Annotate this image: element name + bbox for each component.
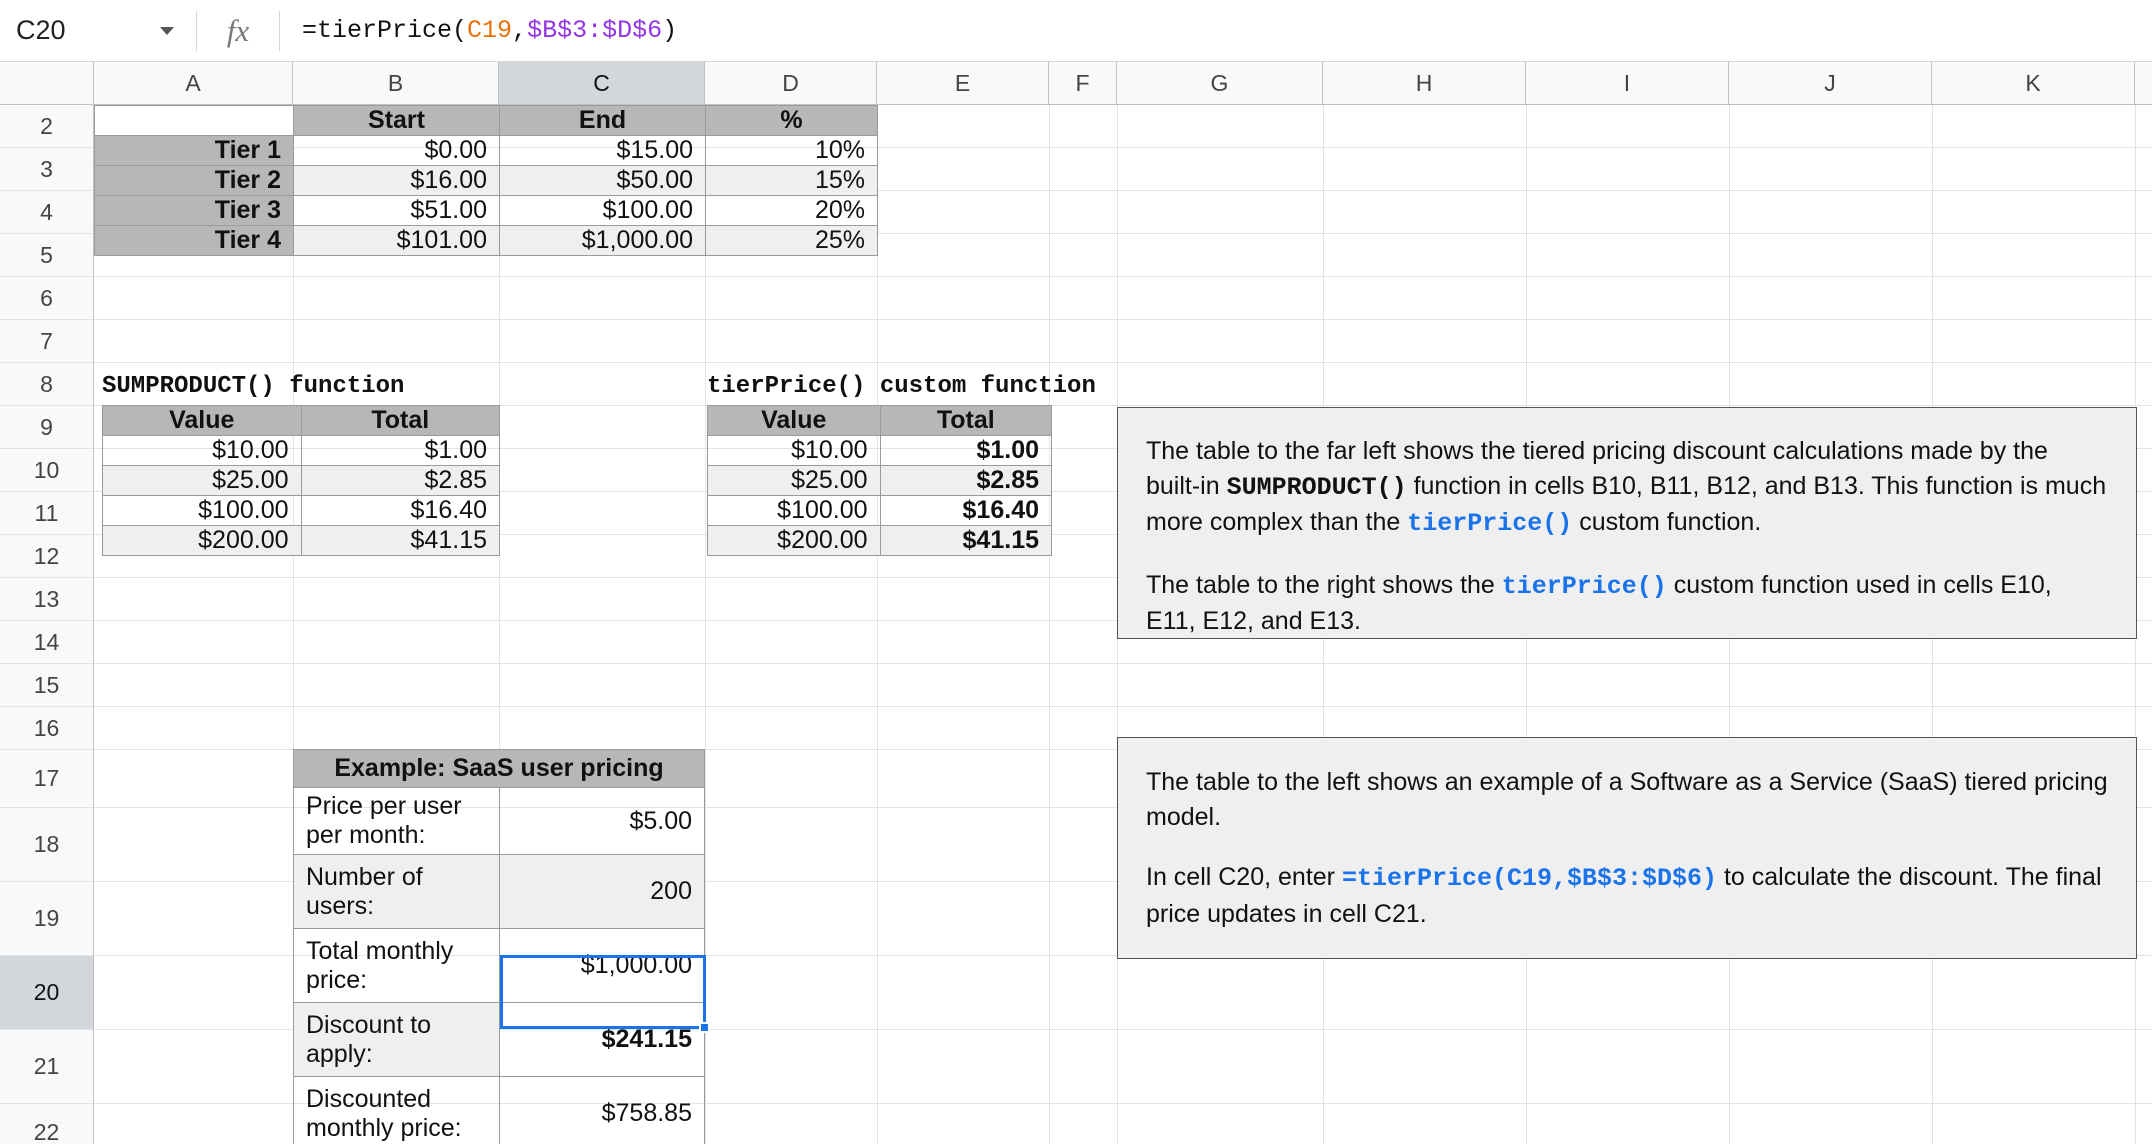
spreadsheet-grid <box>0 62 2152 1144</box>
row-header-18[interactable]: 18 <box>0 808 94 882</box>
sumproduct-caption: SUMPRODUCT() function <box>102 373 405 400</box>
gridline <box>1049 105 1050 1144</box>
saas-label-number-of-users[interactable]: Number of users: <box>294 855 500 929</box>
tier-row-start[interactable]: $101.00 <box>294 226 500 256</box>
row-header-20[interactable]: 20 <box>0 956 94 1030</box>
formula-bar <box>0 0 2152 62</box>
table-row[interactable] <box>95 166 878 196</box>
row-header-3[interactable]: 3 <box>0 148 94 191</box>
row-header-19[interactable]: 19 <box>0 882 94 956</box>
row-header-22[interactable]: 22 <box>0 1104 94 1144</box>
gridline <box>94 319 2152 320</box>
row-header-15[interactable]: 15 <box>0 664 94 707</box>
tierprice-total[interactable]: $16.40 <box>880 496 1051 526</box>
column-header-row <box>0 62 2152 105</box>
formula-input[interactable] <box>280 16 2152 45</box>
table-row[interactable] <box>103 496 500 526</box>
table-row[interactable] <box>103 466 500 496</box>
table-row[interactable] <box>294 1077 705 1144</box>
gridline <box>94 362 2152 363</box>
tier-table-header-pct[interactable]: % <box>706 106 878 136</box>
gridline <box>94 276 2152 277</box>
table-row[interactable] <box>708 496 1052 526</box>
tierprice-value[interactable]: $100.00 <box>708 496 881 526</box>
row-header-column <box>0 105 94 1144</box>
column-header-H[interactable]: H <box>1323 62 1526 104</box>
note-text: In cell C20, enter <box>1146 863 1342 891</box>
gridline <box>94 706 2152 707</box>
tier-row-label[interactable]: Tier 2 <box>95 166 294 196</box>
saas-value-discounted-monthly-price[interactable]: $758.85 <box>499 1077 704 1144</box>
column-header-E[interactable]: E <box>877 62 1049 104</box>
note-code-tierprice: tierPrice() <box>1407 509 1573 538</box>
cells-area[interactable] <box>94 105 2152 1144</box>
note-text: custom function. <box>1572 508 1762 536</box>
row-header-21[interactable]: 21 <box>0 1030 94 1104</box>
table-row[interactable] <box>95 106 878 136</box>
sumproduct-table[interactable] <box>102 405 500 556</box>
tier-table-blank-cell[interactable] <box>95 106 294 136</box>
row-header-8[interactable]: 8 <box>0 363 94 406</box>
row-header-16[interactable]: 16 <box>0 707 94 750</box>
note-text: function in cells B10, B11, B12, and B13. This function is much more complex than the <box>1146 471 2107 536</box>
tierprice-table[interactable] <box>707 405 1052 556</box>
row-header-9[interactable]: 9 <box>0 406 94 449</box>
saas-example-table[interactable] <box>293 749 705 1144</box>
saas-label-total-monthly-price[interactable]: Total monthly price: <box>294 929 500 1003</box>
table-row[interactable] <box>708 436 1052 466</box>
tier-row-pct[interactable]: 20% <box>706 196 878 226</box>
note-box-bottom <box>1117 737 2137 959</box>
row-header-10[interactable]: 10 <box>0 449 94 492</box>
note-code-tierprice: tierPrice() <box>1501 571 1667 601</box>
table-row[interactable] <box>294 929 705 1003</box>
row-header-4[interactable]: 4 <box>0 191 94 234</box>
row-header-6[interactable]: 6 <box>0 277 94 320</box>
sumproduct-value[interactable]: $100.00 <box>103 496 302 526</box>
column-header-F[interactable]: F <box>1049 62 1117 104</box>
row-header-13[interactable]: 13 <box>0 578 94 621</box>
row-header-14[interactable]: 14 <box>0 621 94 664</box>
row-header-2[interactable]: 2 <box>0 105 94 148</box>
column-header-G[interactable]: G <box>1117 62 1323 104</box>
saas-value-price-per-user[interactable]: $5.00 <box>499 788 704 855</box>
saas-label-discounted-monthly-price[interactable]: Discounted monthly price: <box>294 1077 500 1144</box>
tier-row-end[interactable]: $15.00 <box>500 136 706 166</box>
tierprice-value[interactable]: $10.00 <box>708 436 881 466</box>
formula-comma: , <box>512 16 528 45</box>
tier-row-end[interactable]: $100.00 <box>500 196 706 226</box>
table-row[interactable] <box>708 406 1052 436</box>
column-header-C[interactable]: C <box>499 62 705 104</box>
sumproduct-total[interactable]: $16.40 <box>301 496 499 526</box>
saas-title[interactable]: Example: SaaS user pricing <box>294 750 705 788</box>
tierprice-total[interactable]: $41.15 <box>880 526 1051 556</box>
tier-row-pct[interactable]: 10% <box>706 136 878 166</box>
table-row[interactable] <box>95 136 878 166</box>
tierprice-total[interactable]: $2.85 <box>880 466 1051 496</box>
tier-table-header-end[interactable]: End <box>500 106 706 136</box>
note-top-paragraph-2 <box>1146 568 2108 639</box>
note-text: The table to the far left shows the tiered pricing discount calculations made by the built-in <box>1146 437 2048 500</box>
tier-pricing-table[interactable] <box>94 105 878 256</box>
table-row[interactable] <box>294 855 705 929</box>
saas-label-discount-to-apply[interactable]: Discount to apply: <box>294 1003 500 1077</box>
formula-prefix: =tierPrice( <box>302 16 468 45</box>
column-header-I[interactable]: I <box>1526 62 1729 104</box>
tier-row-pct[interactable]: 15% <box>706 166 878 196</box>
gridline <box>705 105 706 1144</box>
sumproduct-total[interactable]: $2.85 <box>301 466 499 496</box>
note-bottom-paragraph-2 <box>1146 860 2108 931</box>
row-header-5[interactable]: 5 <box>0 234 94 277</box>
sumproduct-value[interactable]: $10.00 <box>103 436 302 466</box>
table-row[interactable] <box>103 436 500 466</box>
formula-ref-c19: C19 <box>467 16 513 45</box>
note-box-top <box>1117 407 2137 639</box>
chevron-down-icon[interactable] <box>160 27 174 35</box>
tierprice-value[interactable]: $200.00 <box>708 526 881 556</box>
saas-value-total-monthly-price[interactable]: $1,000.00 <box>499 929 704 1003</box>
column-header-A[interactable]: A <box>94 62 293 104</box>
saas-value-number-of-users[interactable]: 200 <box>499 855 704 929</box>
tier-row-start[interactable]: $51.00 <box>294 196 500 226</box>
table-row[interactable] <box>294 750 705 788</box>
tier-row-start[interactable]: $16.00 <box>294 166 500 196</box>
row-header-7[interactable]: 7 <box>0 320 94 363</box>
row-header-17[interactable]: 17 <box>0 750 94 808</box>
column-header-D[interactable]: D <box>705 62 877 104</box>
tierprice-header-total[interactable]: Total <box>880 406 1051 436</box>
table-row[interactable] <box>95 196 878 226</box>
table-row[interactable] <box>95 226 878 256</box>
saas-value-discount-to-apply[interactable]: $241.15 <box>499 1003 704 1077</box>
note-text: The table to the right shows the <box>1146 570 1502 599</box>
name-box-value: C20 <box>16 15 66 45</box>
table-row[interactable] <box>103 526 500 556</box>
saas-label-price-per-user[interactable]: Price per user per month: <box>294 788 500 855</box>
tier-row-label[interactable]: Tier 4 <box>95 226 294 256</box>
grid-body <box>0 105 2152 1144</box>
gridline <box>94 663 2152 664</box>
sumproduct-header-value[interactable]: Value <box>103 406 302 436</box>
note-text: custom function used in cells E10, E11, E12, and E13. <box>1146 570 2052 635</box>
column-header-J[interactable]: J <box>1729 62 1932 104</box>
tier-row-pct[interactable]: 25% <box>706 226 878 256</box>
tier-row-end[interactable]: $1,000.00 <box>500 226 706 256</box>
table-row[interactable] <box>294 1003 705 1077</box>
sumproduct-total[interactable]: $1.00 <box>301 436 499 466</box>
tier-row-label[interactable]: Tier 1 <box>95 136 294 166</box>
table-row[interactable] <box>708 466 1052 496</box>
sumproduct-total[interactable]: $41.15 <box>301 526 499 556</box>
table-row[interactable] <box>103 406 500 436</box>
table-row[interactable] <box>708 526 1052 556</box>
formula-suffix: ) <box>662 16 678 45</box>
tier-row-label[interactable]: Tier 3 <box>95 196 294 226</box>
table-row[interactable] <box>294 788 705 855</box>
tierprice-value[interactable]: $25.00 <box>708 466 881 496</box>
tierprice-total[interactable]: $1.00 <box>880 436 1051 466</box>
tier-row-end[interactable]: $50.00 <box>500 166 706 196</box>
note-top-paragraph-1 <box>1146 434 2108 542</box>
sumproduct-header-total[interactable]: Total <box>301 406 499 436</box>
row-header-11[interactable]: 11 <box>0 492 94 535</box>
gridline <box>877 105 878 1144</box>
tier-table-header-start[interactable]: Start <box>294 106 500 136</box>
column-header-K[interactable]: K <box>1932 62 2135 104</box>
note-bottom-paragraph-1: The table to the left shows an example of a Software as a Service (SaaS) tiered pricing model. <box>1146 768 2108 831</box>
sumproduct-value[interactable]: $25.00 <box>103 466 302 496</box>
tierprice-header-value[interactable]: Value <box>708 406 881 436</box>
note-code-sumproduct: SUMPRODUCT() <box>1226 472 1407 502</box>
fx-icon: fx <box>226 12 250 48</box>
tier-row-start[interactable]: $0.00 <box>294 136 500 166</box>
column-header-B[interactable]: B <box>293 62 499 104</box>
note-code-formula: =tierPrice(C19,$B$3:$D$6) <box>1341 864 1717 893</box>
select-all-corner[interactable] <box>0 62 94 104</box>
note-text: to calculate the discount. The final price updates in cell C21. <box>1146 863 2102 928</box>
tierprice-caption: tierPrice() custom function <box>707 373 1096 400</box>
name-box[interactable] <box>0 0 196 62</box>
sumproduct-value[interactable]: $200.00 <box>103 526 302 556</box>
row-header-12[interactable]: 12 <box>0 535 94 578</box>
formula-ref-range: $B$3:$D$6 <box>527 16 663 45</box>
